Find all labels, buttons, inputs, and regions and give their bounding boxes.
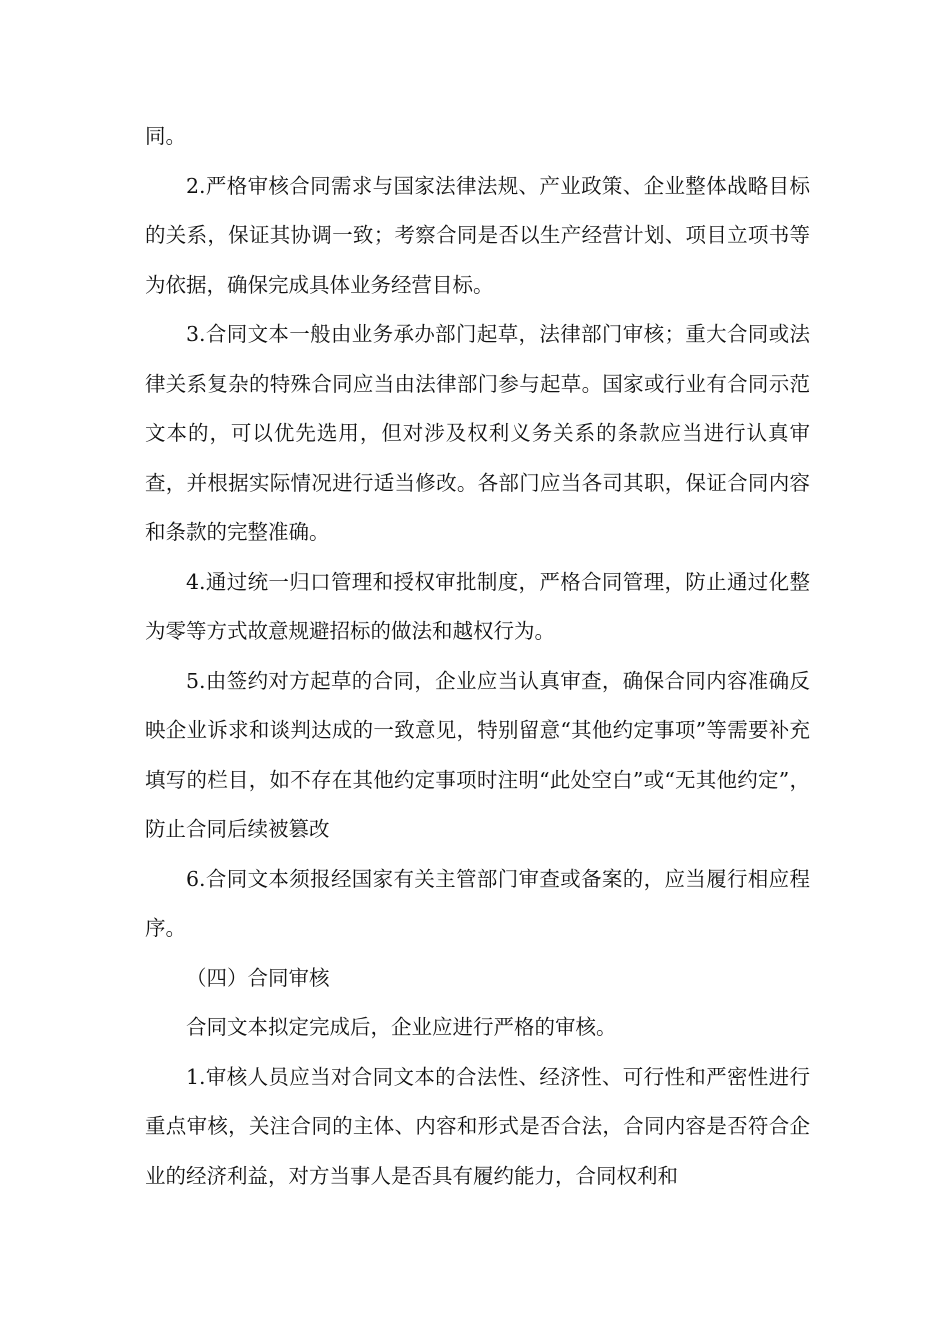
paragraph-item-2: 2.严格审核合同需求与国家法律法规、产业政策、企业整体战略目标的关系，保证其协调一致；考察合同是否以生产经营计划、项目立项书等为依据，确保完成具体业务经营目标。 (145, 173, 810, 297)
paragraph-review-intro: 合同文本拟定完成后，企业应进行严格的审核。 (186, 1015, 617, 1039)
section-heading-contract-review: （四）合同审核 (186, 965, 330, 990)
document-body (145, 112, 810, 1201)
paragraph-item-3: 3.合同文本一般由业务承办部门起草，法律部门审核；重大合同或法律关系复杂的特殊合同应当由法律部门参与起草。国家或行业有合同示范文本的，可以优先选用，但对涉及权利义务关系的条款应当进行认真审查，并根据实际情况进行适当修改。各部门应当各司其职，保证合同内容和条款的完整准确。 (145, 322, 810, 544)
paragraph-item-4: 4.通过统一归口管理和授权审批制度，严格合同管理，防止通过化整为零等方式故意规避招标的做法和越权行为。 (145, 569, 810, 643)
paragraph-item-5: 5.由签约对方起草的合同，企业应当认真审查，确保合同内容准确反映企业诉求和谈判达成的一致意见，特别留意“其他约定事项”等需要补充填写的栏目，如不存在其他约定事项时注明“此处空白”或“无其他约定”，防止合同后续被篡改 (145, 668, 810, 841)
paragraph-item-6: 6.合同文本须报经国家有关主管部门审查或备案的，应当履行相应程序。 (145, 866, 810, 940)
paragraph-review-item-1: 1.审核人员应当对合同文本的合法性、经济性、可行性和严密性进行重点审核，关注合同的主体、内容和形式是否合法，合同内容是否符合企业的经济利益，对方当事人是否具有履约能力，合同权利和 (145, 1064, 810, 1188)
paragraph-continuation: 同。 (145, 124, 186, 148)
